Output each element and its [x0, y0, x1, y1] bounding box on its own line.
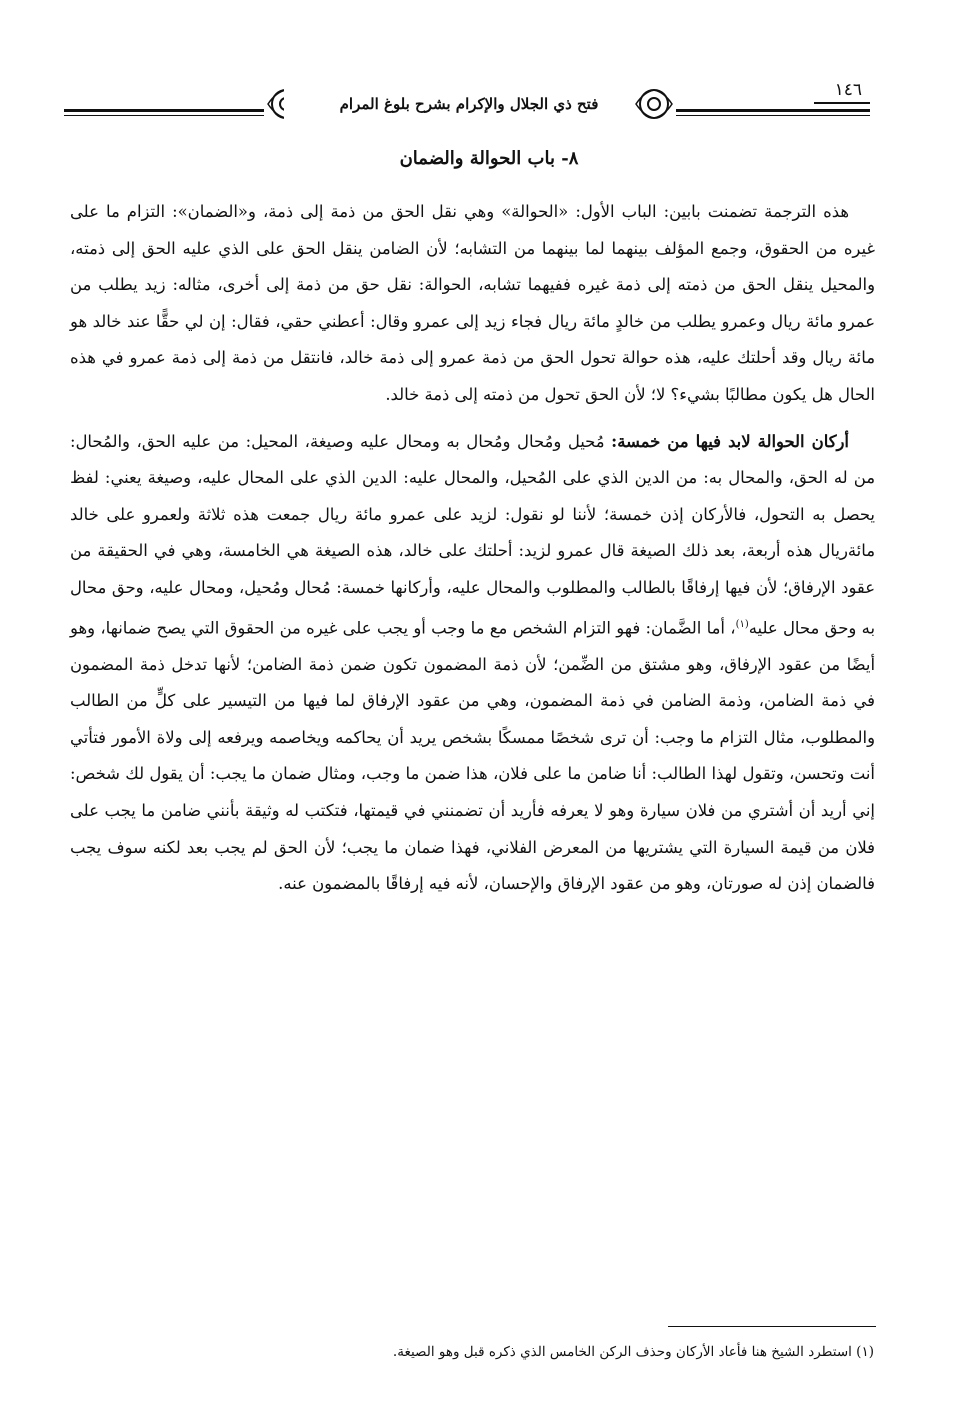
paragraph-lead: أركان الحوالة لابد فيها من خمسة:: [611, 431, 849, 451]
paragraph-text: مُحيل ومُحال ومُحال به ومحال عليه وصيغة، المحيل: من عليه الحق، والمُحال: من له الحق، والمحال به: من الدين الذي على المُحيل، والمحال عليه: الدين الذي على المحال عليه، وصيغة يعني: لفظ يحصل به التحول، فالأركان إذن خمسة؛ لأننا لو نقول: لزيد على عمرو مائة ريال جمعت هذه ثلاثة ولعمرو على خالد مائةريال هذه أربعة، بعد ذلك الصيغة قال عمرو لزيد: أحلتك على خالد، هذه الصيغة هي الخامسة، وهي في الحقيقة من عقود الإرفاق؛ لأن فيها إرفاقًا بالطالب والمطلوب والمحال عليه، وأركانها خمسة: مُحال ومُحيل، ومحال عليه، وحق محال به وحق محال عليه: [70, 431, 875, 637]
paragraph-text: ، أما الضَّمان: فهو التزام الشخص مع ما وجب أو يجب على غيره من الحقوق التي يصح ضمانها، وهو أيضًا من عقود الإرفاق، وهو مشتق من الضِّمن؛ لأن ذمة المضمون تكون ضمن ذمة الضامن؛ لأنها تدخل ذمة المضمون في ذمة الضامن، وذمة الضامن في ذمة المضمون، وهي من عقود الإرفاق لما فيها من التيسير على كلٍّ من الطالب والمطلوب، مثال التزام ما وجب: أن ترى شخصًا ممسكًا بشخص يريد أن يحاكمه ويخاصمه ويرفعه إلى ولاة الأمور فتأتي أنت وتحسن، وتقول لهذا الطالب: أنا ضامن ما على فلان، هذا ضمن ما وجب، ومثال ضمان ما يجب: أن يقول لك شخص: إني أريد أن أشتري من فلان سيارة وهو لا يعرفه فأريد أن تضمنني في قيمتها، فتكتب له وثيقة بأنني ضامن ما يجب على فلان من قيمة السيارة التي يشتريها من المعرض الفلاني، فهذا ضمان ما يجب؛ لأن الحق لم يجب بعد لكنه سوف يجب فالضمان إذن له صورتان، وهو من عقود الإرفاق والإحسان، لأنه فيه إرفاقًا بالمضمون عنه.: [70, 618, 876, 894]
header-title-box: [284, 86, 654, 122]
paragraph: هذه الترجمة تضمنت بابين: الباب الأول: «الحوالة» وهي نقل الحق من ذمة إلى ذمة، و«الضمان»: التزام ما على غيره من الحقوق، وجمع المؤلف بينهما لما بينهما من التشابه؛ لأن الضامن ينقل الحق على الذي عليه الحق إلى ذمته، والمحيل ينقل الحق من ذمته إلى ذمة غيره ففيهما تشابه، الحوالة: نقل حق من ذمة إلى أخرى، مثاله: زيد يطلب من عمرو مائة ريال وعمرو يطلب من خالدٍ مائة ريال فجاء زيد إلى عمرو وقال: أعطني حقي، فقال: إن لي حقًّا عند خالد هو مائة ريال وقد أحلتك عليه، هذه حوالة تحول الحق من ذمة عمرو إلى ذمة خالد، فانتقل من ذمة إلى ذمة عمرو في هذه الحال هل يكون مطالبًا بشيء؟ لا؛ لأن الحق تحول من ذمته إلى ذمة خالد.: [70, 202, 875, 404]
paragraph: [70, 424, 875, 903]
footnote: (١) استطرد الشيخ هنا فأعاد الأركان وحذف الركن الخامس الذي ذكره قبل وهو الصيغة.: [392, 1344, 874, 1360]
ornament-icon: [632, 82, 676, 126]
chapter-title: ٨- باب الحوالة والضمان: [399, 148, 579, 169]
page-header: [64, 76, 870, 126]
page-number-rule: [814, 102, 870, 104]
footnote-ref: (١): [735, 618, 749, 630]
book-title: فتح ذي الجلال والإكرام بشرح بلوغ المرام: [339, 95, 599, 113]
body-text: [70, 194, 875, 913]
page-number: ١٤٦: [831, 80, 866, 100]
footnote-rule: [668, 1326, 876, 1327]
